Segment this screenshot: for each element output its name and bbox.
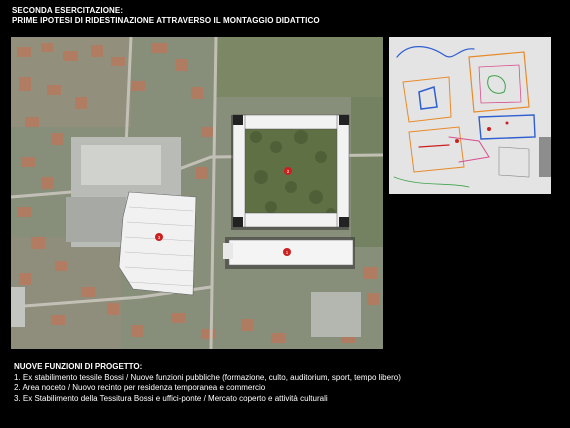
caption-item-2: 2. Area noceto / Nuovo recinto per residenza temporanea e commercio [14, 383, 266, 392]
marker-3 [155, 233, 163, 241]
title-line-2: PRIME IPOTESI DI RIDESTINAZIONE ATTRAVERSO IL MONTAGGIO DIDATTICO [12, 16, 320, 25]
project-functions [14, 362, 401, 404]
title-line-1: SECONDA ESERCITAZIONE: [12, 6, 124, 15]
sketch-drawing [389, 37, 551, 194]
aerial-map-graphic [11, 37, 383, 349]
caption-heading: NUOVE FUNZIONI DI PROGETTO: [14, 362, 143, 371]
svg-text:3: 3 [157, 235, 161, 240]
caption-item-1: 1. Ex stabilimento tessile Bossi / Nuove funzioni pubbliche (formazione, culto, auditorium, sport, tempo libero) [14, 372, 401, 382]
aerial-photo [11, 37, 383, 349]
caption-item-3: 3. Ex Stabilimento della Tessitura Bossi e uffici-ponte / Mercato coperto e attività culturali [14, 393, 328, 403]
svg-text:2: 2 [286, 169, 290, 174]
marker-2 [284, 167, 292, 175]
marker-1 [283, 248, 291, 256]
page-title [12, 6, 320, 26]
sketch-graphic [389, 37, 551, 194]
svg-text:1: 1 [285, 250, 289, 255]
